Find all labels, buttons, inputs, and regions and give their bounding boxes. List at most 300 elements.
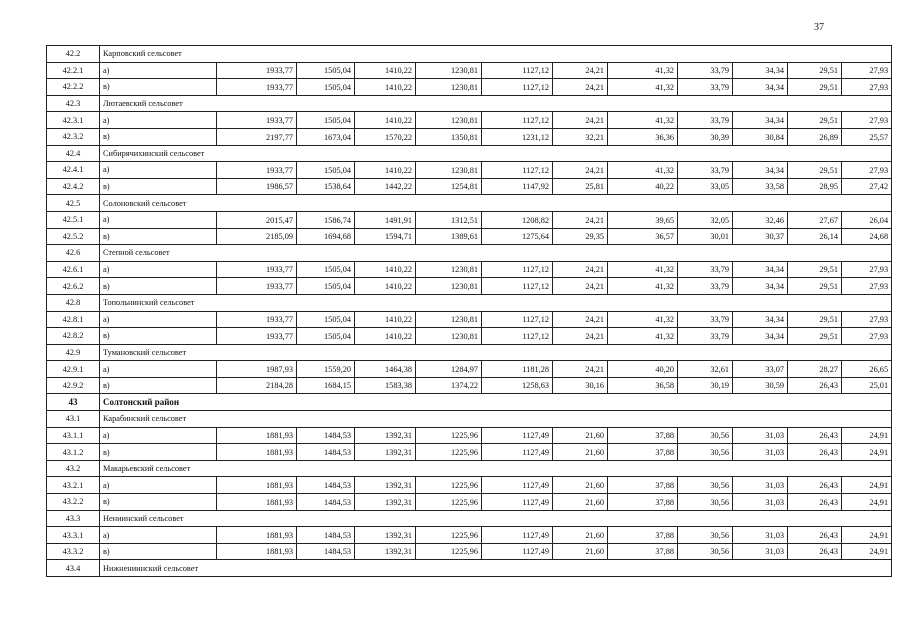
table-row bbox=[47, 427, 892, 444]
row-code: 42.5 bbox=[47, 195, 100, 212]
value-cell: 33,79 bbox=[678, 79, 733, 96]
value-cell: 40,20 bbox=[608, 361, 678, 378]
value-cell: 21,60 bbox=[553, 494, 608, 511]
value-cell: 24,21 bbox=[553, 278, 608, 295]
value-cell: 26,43 bbox=[788, 444, 842, 461]
value-cell: 1410,22 bbox=[355, 328, 416, 345]
value-cell: 26,89 bbox=[788, 128, 842, 145]
row-subitem: а) bbox=[100, 62, 217, 79]
value-cell: 1410,22 bbox=[355, 112, 416, 129]
value-cell: 24,21 bbox=[553, 311, 608, 328]
value-cell: 37,88 bbox=[608, 543, 678, 560]
row-code: 43 bbox=[47, 394, 100, 411]
value-cell: 2197,77 bbox=[217, 128, 297, 145]
value-cell: 1392,31 bbox=[355, 427, 416, 444]
value-cell: 24,91 bbox=[842, 427, 892, 444]
value-cell: 1225,96 bbox=[416, 477, 482, 494]
value-cell: 33,58 bbox=[733, 178, 788, 195]
value-cell: 1127,49 bbox=[482, 527, 553, 544]
value-cell: 1986,57 bbox=[217, 178, 297, 195]
value-cell: 1127,12 bbox=[482, 162, 553, 179]
value-cell: 24,21 bbox=[553, 79, 608, 96]
value-cell: 33,05 bbox=[678, 178, 733, 195]
value-cell: 1881,93 bbox=[217, 427, 297, 444]
value-cell: 1410,22 bbox=[355, 79, 416, 96]
row-code: 42.5.2 bbox=[47, 228, 100, 245]
value-cell: 24,91 bbox=[842, 543, 892, 560]
row-code: 43.3.1 bbox=[47, 527, 100, 544]
value-cell: 28,27 bbox=[788, 361, 842, 378]
row-code: 42.4.2 bbox=[47, 178, 100, 195]
table-row bbox=[47, 278, 892, 295]
value-cell: 1230,81 bbox=[416, 311, 482, 328]
value-cell: 30,56 bbox=[678, 444, 733, 461]
value-cell: 30,37 bbox=[733, 228, 788, 245]
value-cell: 21,60 bbox=[553, 543, 608, 560]
value-cell: 24,68 bbox=[842, 228, 892, 245]
value-cell: 1230,81 bbox=[416, 112, 482, 129]
value-cell: 24,91 bbox=[842, 444, 892, 461]
table-row bbox=[47, 361, 892, 378]
value-cell: 2015,47 bbox=[217, 211, 297, 228]
value-cell: 29,51 bbox=[788, 261, 842, 278]
value-cell: 1127,12 bbox=[482, 261, 553, 278]
table-row bbox=[47, 543, 892, 560]
row-code: 42.6.1 bbox=[47, 261, 100, 278]
value-cell: 1225,96 bbox=[416, 427, 482, 444]
value-cell: 37,88 bbox=[608, 444, 678, 461]
value-cell: 1410,22 bbox=[355, 62, 416, 79]
value-cell: 21,60 bbox=[553, 477, 608, 494]
settlement-name: Степной сельсовет bbox=[100, 245, 892, 262]
row-code: 43.1.1 bbox=[47, 427, 100, 444]
value-cell: 25,57 bbox=[842, 128, 892, 145]
settlement-name: Топольнинский сельсовет bbox=[100, 294, 892, 311]
value-cell: 1881,93 bbox=[217, 444, 297, 461]
row-subitem: в) bbox=[100, 278, 217, 295]
value-cell: 33,79 bbox=[678, 162, 733, 179]
value-cell: 1673,04 bbox=[297, 128, 355, 145]
row-subitem: в) bbox=[100, 128, 217, 145]
row-subitem: в) bbox=[100, 79, 217, 96]
value-cell: 30,19 bbox=[678, 377, 733, 394]
settlement-name: Карабинский сельсовет bbox=[100, 411, 892, 428]
value-cell: 1225,96 bbox=[416, 444, 482, 461]
row-subitem: а) bbox=[100, 427, 217, 444]
value-cell: 1987,93 bbox=[217, 361, 297, 378]
value-cell: 1410,22 bbox=[355, 278, 416, 295]
row-subitem: в) bbox=[100, 228, 217, 245]
value-cell: 29,51 bbox=[788, 112, 842, 129]
value-cell: 1392,31 bbox=[355, 527, 416, 544]
row-code: 42.9.2 bbox=[47, 377, 100, 394]
value-cell: 1374,22 bbox=[416, 377, 482, 394]
value-cell: 1933,77 bbox=[217, 62, 297, 79]
value-cell: 31,03 bbox=[733, 427, 788, 444]
value-cell: 32,21 bbox=[553, 128, 608, 145]
value-cell: 1127,49 bbox=[482, 494, 553, 511]
section-row bbox=[47, 560, 892, 577]
row-subitem: а) bbox=[100, 527, 217, 544]
table-row bbox=[47, 228, 892, 245]
value-cell: 1933,77 bbox=[217, 79, 297, 96]
section-row bbox=[47, 294, 892, 311]
value-cell: 21,60 bbox=[553, 527, 608, 544]
value-cell: 1225,96 bbox=[416, 543, 482, 560]
value-cell: 27,93 bbox=[842, 79, 892, 96]
value-cell: 30,56 bbox=[678, 494, 733, 511]
value-cell: 24,91 bbox=[842, 477, 892, 494]
value-cell: 37,88 bbox=[608, 427, 678, 444]
value-cell: 1491,91 bbox=[355, 211, 416, 228]
value-cell: 24,21 bbox=[553, 112, 608, 129]
value-cell: 1225,96 bbox=[416, 494, 482, 511]
value-cell: 31,03 bbox=[733, 494, 788, 511]
section-row bbox=[47, 460, 892, 477]
value-cell: 41,32 bbox=[608, 162, 678, 179]
value-cell: 30,16 bbox=[553, 377, 608, 394]
value-cell: 1389,61 bbox=[416, 228, 482, 245]
value-cell: 1312,51 bbox=[416, 211, 482, 228]
value-cell: 1225,96 bbox=[416, 527, 482, 544]
value-cell: 24,21 bbox=[553, 328, 608, 345]
row-subitem: в) bbox=[100, 178, 217, 195]
value-cell: 1231,12 bbox=[482, 128, 553, 145]
table-row bbox=[47, 328, 892, 345]
value-cell: 30,01 bbox=[678, 228, 733, 245]
value-cell: 34,34 bbox=[733, 162, 788, 179]
table-row bbox=[47, 477, 892, 494]
value-cell: 1181,28 bbox=[482, 361, 553, 378]
row-subitem: а) bbox=[100, 477, 217, 494]
value-cell: 1284,97 bbox=[416, 361, 482, 378]
row-subitem: в) bbox=[100, 494, 217, 511]
value-cell: 29,51 bbox=[788, 62, 842, 79]
district-name: Солтонский район bbox=[100, 394, 892, 411]
value-cell: 29,51 bbox=[788, 162, 842, 179]
value-cell: 24,21 bbox=[553, 211, 608, 228]
row-code: 43.1.2 bbox=[47, 444, 100, 461]
value-cell: 1275,64 bbox=[482, 228, 553, 245]
row-subitem: а) bbox=[100, 211, 217, 228]
value-cell: 32,05 bbox=[678, 211, 733, 228]
value-cell: 39,65 bbox=[608, 211, 678, 228]
settlement-name: Тумановский сельсовет bbox=[100, 344, 892, 361]
value-cell: 30,59 bbox=[733, 377, 788, 394]
value-cell: 1392,31 bbox=[355, 444, 416, 461]
table-row bbox=[47, 62, 892, 79]
value-cell: 36,36 bbox=[608, 128, 678, 145]
settlement-name: Солоновский сельсовет bbox=[100, 195, 892, 212]
value-cell: 41,32 bbox=[608, 311, 678, 328]
value-cell: 1392,31 bbox=[355, 543, 416, 560]
section-row bbox=[47, 145, 892, 162]
table-row bbox=[47, 494, 892, 511]
value-cell: 30,56 bbox=[678, 427, 733, 444]
section-row bbox=[47, 46, 892, 63]
value-cell: 1484,53 bbox=[297, 444, 355, 461]
value-cell: 1127,12 bbox=[482, 328, 553, 345]
value-cell: 1484,53 bbox=[297, 494, 355, 511]
value-cell: 36,57 bbox=[608, 228, 678, 245]
row-code: 42.3 bbox=[47, 95, 100, 112]
value-cell: 33,79 bbox=[678, 261, 733, 278]
value-cell: 33,79 bbox=[678, 112, 733, 129]
tariff-table bbox=[46, 45, 892, 577]
value-cell: 24,21 bbox=[553, 361, 608, 378]
value-cell: 29,35 bbox=[553, 228, 608, 245]
value-cell: 1583,38 bbox=[355, 377, 416, 394]
value-cell: 33,79 bbox=[678, 328, 733, 345]
table-row bbox=[47, 261, 892, 278]
value-cell: 1127,12 bbox=[482, 278, 553, 295]
value-cell: 1230,81 bbox=[416, 62, 482, 79]
value-cell: 1505,04 bbox=[297, 62, 355, 79]
value-cell: 1505,04 bbox=[297, 311, 355, 328]
value-cell: 27,93 bbox=[842, 278, 892, 295]
value-cell: 34,34 bbox=[733, 79, 788, 96]
value-cell: 24,21 bbox=[553, 261, 608, 278]
value-cell: 37,88 bbox=[608, 527, 678, 544]
value-cell: 1505,04 bbox=[297, 328, 355, 345]
row-code: 43.4 bbox=[47, 560, 100, 577]
value-cell: 1505,04 bbox=[297, 79, 355, 96]
value-cell: 1127,49 bbox=[482, 427, 553, 444]
value-cell: 1127,12 bbox=[482, 311, 553, 328]
value-cell: 27,93 bbox=[842, 328, 892, 345]
value-cell: 1570,22 bbox=[355, 128, 416, 145]
value-cell: 36,58 bbox=[608, 377, 678, 394]
value-cell: 33,79 bbox=[678, 62, 733, 79]
value-cell: 1127,12 bbox=[482, 79, 553, 96]
value-cell: 41,32 bbox=[608, 79, 678, 96]
value-cell: 1410,22 bbox=[355, 162, 416, 179]
value-cell: 31,03 bbox=[733, 444, 788, 461]
value-cell: 32,46 bbox=[733, 211, 788, 228]
row-code: 43.2 bbox=[47, 460, 100, 477]
value-cell: 33,79 bbox=[678, 311, 733, 328]
row-subitem: а) bbox=[100, 261, 217, 278]
row-subitem: а) bbox=[100, 112, 217, 129]
value-cell: 40,22 bbox=[608, 178, 678, 195]
value-cell: 1933,77 bbox=[217, 261, 297, 278]
row-code: 43.3 bbox=[47, 510, 100, 527]
value-cell: 1933,77 bbox=[217, 162, 297, 179]
value-cell: 29,51 bbox=[788, 278, 842, 295]
value-cell: 1505,04 bbox=[297, 278, 355, 295]
value-cell: 1230,81 bbox=[416, 328, 482, 345]
row-subitem: а) bbox=[100, 162, 217, 179]
value-cell: 2184,28 bbox=[217, 377, 297, 394]
value-cell: 1464,38 bbox=[355, 361, 416, 378]
value-cell: 27,93 bbox=[842, 261, 892, 278]
district-row bbox=[47, 394, 892, 411]
row-code: 42.3.2 bbox=[47, 128, 100, 145]
value-cell: 1127,49 bbox=[482, 477, 553, 494]
table-row bbox=[47, 79, 892, 96]
table-row bbox=[47, 311, 892, 328]
row-code: 42.6 bbox=[47, 245, 100, 262]
value-cell: 26,43 bbox=[788, 543, 842, 560]
value-cell: 32,61 bbox=[678, 361, 733, 378]
page-number: 37 bbox=[814, 22, 824, 33]
value-cell: 1410,22 bbox=[355, 261, 416, 278]
settlement-name: Макарьевский сельсовет bbox=[100, 460, 892, 477]
value-cell: 41,32 bbox=[608, 62, 678, 79]
value-cell: 34,34 bbox=[733, 62, 788, 79]
value-cell: 27,93 bbox=[842, 162, 892, 179]
settlement-name: Сибирячихинский сельсовет bbox=[100, 145, 892, 162]
table-row bbox=[47, 527, 892, 544]
settlement-name: Карповский сельсовет bbox=[100, 46, 892, 63]
row-subitem: а) bbox=[100, 311, 217, 328]
value-cell: 29,51 bbox=[788, 79, 842, 96]
value-cell: 1881,93 bbox=[217, 527, 297, 544]
value-cell: 1230,81 bbox=[416, 162, 482, 179]
row-code: 42.4 bbox=[47, 145, 100, 162]
value-cell: 1442,22 bbox=[355, 178, 416, 195]
value-cell: 33,07 bbox=[733, 361, 788, 378]
section-row bbox=[47, 344, 892, 361]
table-row bbox=[47, 162, 892, 179]
value-cell: 37,88 bbox=[608, 477, 678, 494]
value-cell: 1410,22 bbox=[355, 311, 416, 328]
value-cell: 1230,81 bbox=[416, 278, 482, 295]
value-cell: 2185,09 bbox=[217, 228, 297, 245]
value-cell: 1484,53 bbox=[297, 427, 355, 444]
value-cell: 34,34 bbox=[733, 261, 788, 278]
value-cell: 34,34 bbox=[733, 328, 788, 345]
value-cell: 1933,77 bbox=[217, 278, 297, 295]
value-cell: 37,88 bbox=[608, 494, 678, 511]
row-code: 42.8 bbox=[47, 294, 100, 311]
row-code: 42.9 bbox=[47, 344, 100, 361]
value-cell: 41,32 bbox=[608, 328, 678, 345]
value-cell: 1684,15 bbox=[297, 377, 355, 394]
value-cell: 1933,77 bbox=[217, 112, 297, 129]
value-cell: 30,56 bbox=[678, 477, 733, 494]
value-cell: 28,95 bbox=[788, 178, 842, 195]
row-code: 43.2.2 bbox=[47, 494, 100, 511]
value-cell: 26,43 bbox=[788, 477, 842, 494]
row-subitem: в) bbox=[100, 377, 217, 394]
row-code: 42.6.2 bbox=[47, 278, 100, 295]
value-cell: 30,39 bbox=[678, 128, 733, 145]
value-cell: 1127,49 bbox=[482, 444, 553, 461]
value-cell: 27,93 bbox=[842, 62, 892, 79]
value-cell: 1505,04 bbox=[297, 112, 355, 129]
value-cell: 27,42 bbox=[842, 178, 892, 195]
table-row bbox=[47, 211, 892, 228]
value-cell: 31,03 bbox=[733, 543, 788, 560]
table-row bbox=[47, 377, 892, 394]
settlement-name: Нижнениинский сельсовет bbox=[100, 560, 892, 577]
value-cell: 30,84 bbox=[733, 128, 788, 145]
value-cell: 25,01 bbox=[842, 377, 892, 394]
value-cell: 26,65 bbox=[842, 361, 892, 378]
value-cell: 27,67 bbox=[788, 211, 842, 228]
value-cell: 26,43 bbox=[788, 427, 842, 444]
section-row bbox=[47, 411, 892, 428]
settlement-name: Нениинский сельсовет bbox=[100, 510, 892, 527]
value-cell: 1538,64 bbox=[297, 178, 355, 195]
table-row bbox=[47, 112, 892, 129]
value-cell: 34,34 bbox=[733, 112, 788, 129]
value-cell: 1147,92 bbox=[482, 178, 553, 195]
settlement-name: Лютаевский сельсовет bbox=[100, 95, 892, 112]
section-row bbox=[47, 95, 892, 112]
row-subitem: в) bbox=[100, 543, 217, 560]
value-cell: 41,32 bbox=[608, 261, 678, 278]
value-cell: 1933,77 bbox=[217, 311, 297, 328]
row-code: 42.3.1 bbox=[47, 112, 100, 129]
value-cell: 24,91 bbox=[842, 494, 892, 511]
row-subitem: в) bbox=[100, 328, 217, 345]
section-row bbox=[47, 245, 892, 262]
value-cell: 24,21 bbox=[553, 162, 608, 179]
value-cell: 34,34 bbox=[733, 278, 788, 295]
value-cell: 1208,82 bbox=[482, 211, 553, 228]
value-cell: 24,91 bbox=[842, 527, 892, 544]
value-cell: 1127,12 bbox=[482, 62, 553, 79]
value-cell: 1505,04 bbox=[297, 162, 355, 179]
row-subitem: в) bbox=[100, 444, 217, 461]
value-cell: 1484,53 bbox=[297, 527, 355, 544]
row-code: 43.3.2 bbox=[47, 543, 100, 560]
row-code: 42.2.1 bbox=[47, 62, 100, 79]
value-cell: 31,03 bbox=[733, 477, 788, 494]
row-code: 42.9.1 bbox=[47, 361, 100, 378]
value-cell: 24,21 bbox=[553, 62, 608, 79]
value-cell: 1350,81 bbox=[416, 128, 482, 145]
row-code: 42.2 bbox=[47, 46, 100, 63]
value-cell: 1586,74 bbox=[297, 211, 355, 228]
row-code: 42.2.2 bbox=[47, 79, 100, 96]
value-cell: 1127,49 bbox=[482, 543, 553, 560]
row-subitem: а) bbox=[100, 361, 217, 378]
value-cell: 29,51 bbox=[788, 311, 842, 328]
value-cell: 1694,68 bbox=[297, 228, 355, 245]
value-cell: 34,34 bbox=[733, 311, 788, 328]
value-cell: 41,32 bbox=[608, 278, 678, 295]
value-cell: 26,43 bbox=[788, 377, 842, 394]
value-cell: 1933,77 bbox=[217, 328, 297, 345]
row-code: 42.5.1 bbox=[47, 211, 100, 228]
value-cell: 1559,20 bbox=[297, 361, 355, 378]
value-cell: 41,32 bbox=[608, 112, 678, 129]
value-cell: 30,56 bbox=[678, 543, 733, 560]
value-cell: 33,79 bbox=[678, 278, 733, 295]
table-body bbox=[47, 46, 892, 577]
value-cell: 1881,93 bbox=[217, 494, 297, 511]
value-cell: 27,93 bbox=[842, 112, 892, 129]
section-row bbox=[47, 195, 892, 212]
value-cell: 1881,93 bbox=[217, 477, 297, 494]
value-cell: 26,04 bbox=[842, 211, 892, 228]
table-row bbox=[47, 128, 892, 145]
value-cell: 31,03 bbox=[733, 527, 788, 544]
value-cell: 1230,81 bbox=[416, 261, 482, 278]
row-code: 43.2.1 bbox=[47, 477, 100, 494]
value-cell: 1594,71 bbox=[355, 228, 416, 245]
value-cell: 21,60 bbox=[553, 444, 608, 461]
table-row bbox=[47, 178, 892, 195]
value-cell: 29,51 bbox=[788, 328, 842, 345]
section-row bbox=[47, 510, 892, 527]
value-cell: 30,56 bbox=[678, 527, 733, 544]
value-cell: 1505,04 bbox=[297, 261, 355, 278]
value-cell: 1484,53 bbox=[297, 543, 355, 560]
